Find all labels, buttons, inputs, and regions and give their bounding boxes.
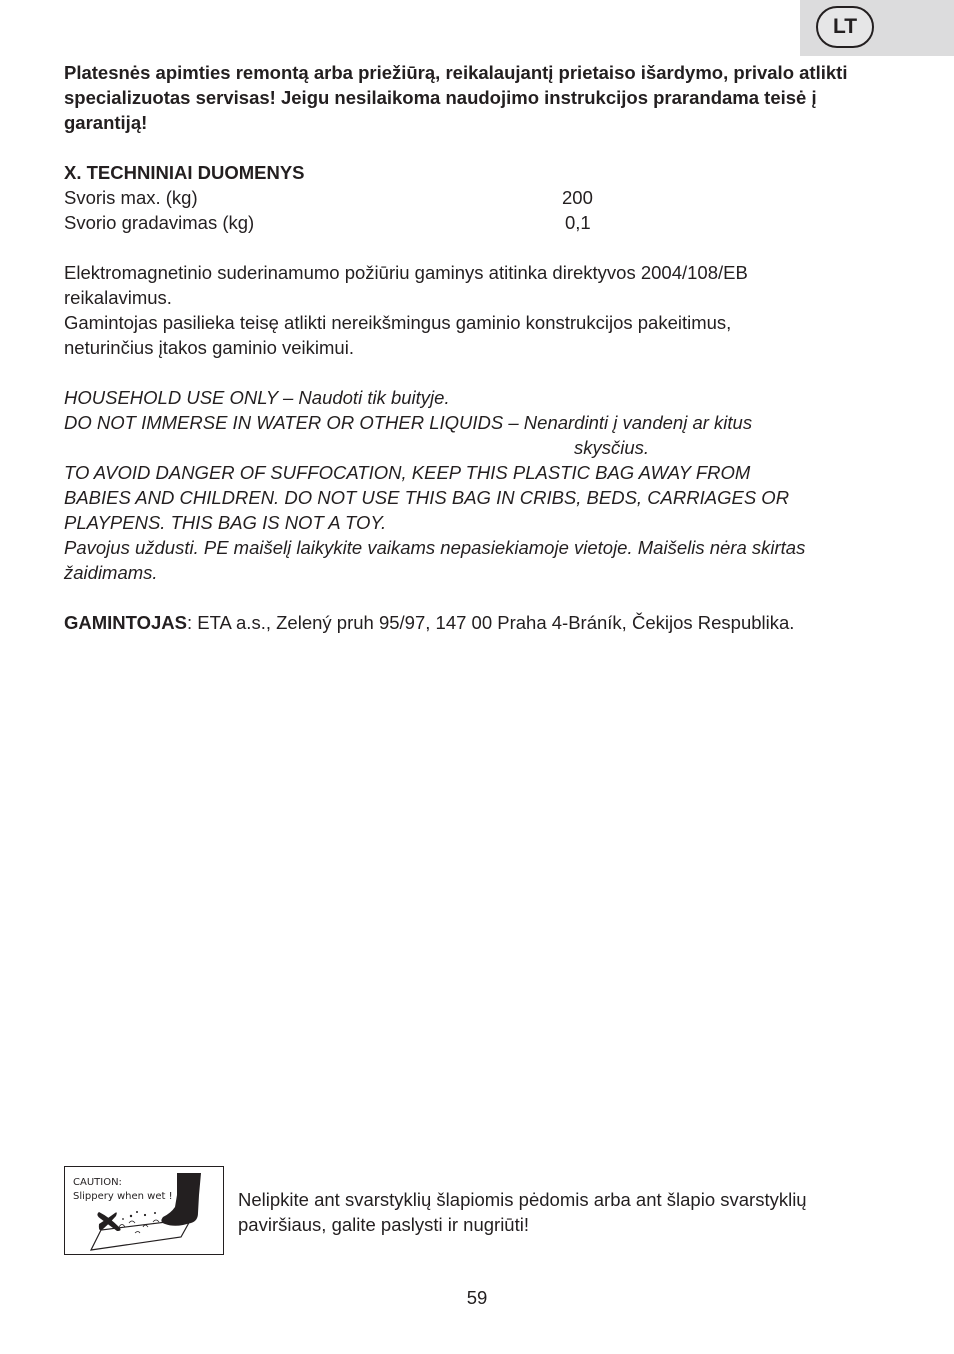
- caution-title: CAUTION:: [73, 1177, 122, 1188]
- suffocation-warning-line-1: TO AVOID DANGER OF SUFFOCATION, KEEP THIS PLASTIC BAG AWAY FROM: [64, 462, 751, 483]
- immerse-warning-line-1: DO NOT IMMERSE IN WATER OR OTHER LIQUIDS – Nenardinti į vandenį ar kitus: [64, 412, 753, 433]
- suffocation-warning-lt-line-1: Pavojus uždusti. PE maišelį laikykite vaikams nepasiekiamoje vietoje. Maišelis nėra skirtas: [64, 537, 806, 558]
- slippery-foot-icon: [65, 1167, 223, 1254]
- technical-data-heading: X. TECHNINIAI DUOMENYS: [64, 162, 305, 183]
- language-tab: [800, 0, 954, 56]
- emc-line-1: Elektromagnetinio suderinamumo požiūriu gaminys atitinka direktyvos 2004/108/EB: [64, 262, 748, 283]
- caution-subtitle: Slippery when wet !: [73, 1191, 173, 1202]
- language-code-badge: LT: [816, 6, 874, 48]
- spec-value: 0,1: [565, 212, 591, 233]
- changes-line-2: neturinčius įtakos gaminio veikimui.: [64, 337, 354, 358]
- repair-warning: Platesnės apimties remontą arba priežiūrą, reikalaujantį prietaiso išardymo, privalo atlikti specializuotas servisas! Jeigu nesilaikoma naudojimo instrukcijos prarandama teisė į garantiją!: [64, 62, 848, 133]
- manufacturer-label: GAMINTOJAS: [64, 612, 188, 633]
- page-content: [64, 60, 904, 635]
- emc-line-2: reikalavimus.: [64, 287, 172, 308]
- slippery-warning-line-2: paviršiaus, galite paslysti ir nugriūti!: [238, 1214, 529, 1235]
- caution-pictogram: [64, 1166, 224, 1255]
- slippery-warning-line-1: Nelipkite ant svarstyklių šlapiomis pėdomis arba ant šlapio svarstyklių: [238, 1189, 807, 1210]
- spec-label: Svoris max. (kg): [64, 187, 198, 208]
- immerse-warning-line-2: skysčius.: [574, 437, 650, 458]
- slippery-warning-text: [238, 1187, 918, 1237]
- household-warning: HOUSEHOLD USE ONLY – Naudoti tik buityje.: [64, 387, 450, 408]
- changes-line-1: Gamintojas pasilieka teisę atlikti nereikšmingus gaminio konstrukcijos pakeitimus,: [64, 312, 732, 333]
- spec-value: 200: [562, 187, 593, 208]
- suffocation-warning-line-3: PLAYPENS. THIS BAG IS NOT A TOY.: [64, 512, 387, 533]
- manufacturer-line: [64, 610, 904, 635]
- manufacturer-address: : ETA a.s., Zelený pruh 95/97, 147 00 Praha 4-Bráník, Čekijos Respublika.: [187, 612, 795, 633]
- spec-row-graduation: [64, 210, 904, 235]
- page-number: 59: [466, 1287, 488, 1308]
- suffocation-warning-lt-line-2: žaidimams.: [64, 562, 158, 583]
- suffocation-warning-line-2: BABIES AND CHILDREN. DO NOT USE THIS BAG IN CRIBS, BEDS, CARRIAGES OR: [64, 487, 790, 508]
- spec-row-max-weight: [64, 185, 904, 210]
- spec-label: Svorio gradavimas (kg): [64, 212, 255, 233]
